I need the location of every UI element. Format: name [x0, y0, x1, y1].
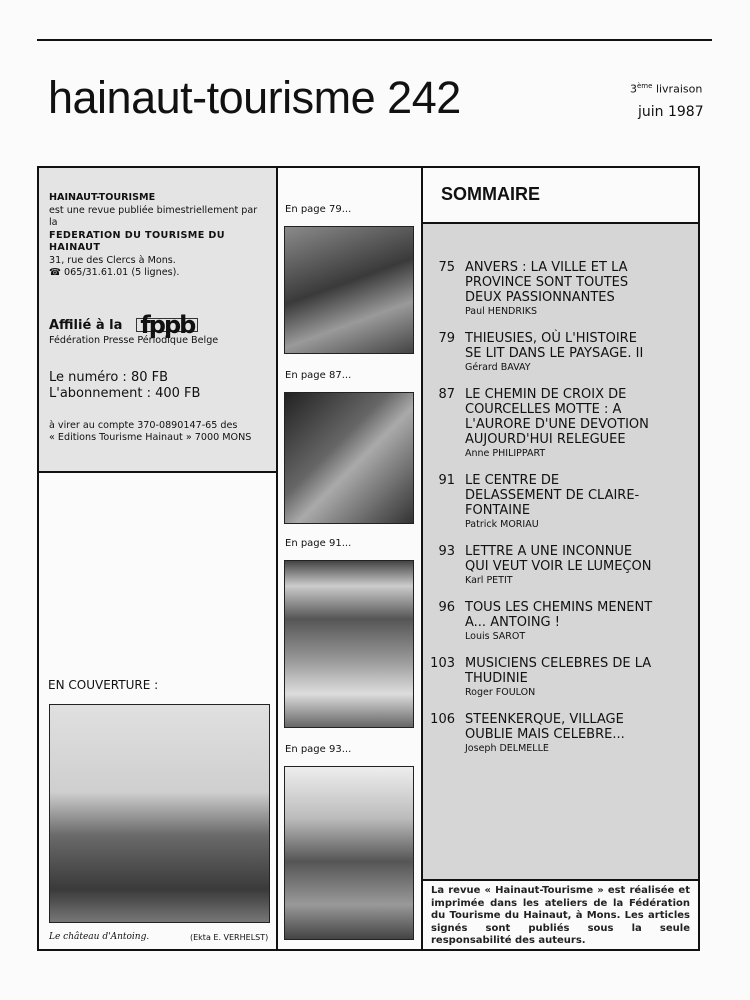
toc-entry: [423, 600, 698, 644]
divider: [421, 879, 700, 881]
toc-title: ANVERS : LA VILLE ET LA PROVINCE SONT TOUTES DEUX PASSIONNANTES: [465, 260, 629, 305]
photo-page-87: [284, 392, 414, 524]
toc-title: THIEUSIES, OÙ L'HISTOIRE SE LIT DANS LE PAYSAGE. II: [465, 331, 644, 361]
issue-sup: ème: [637, 82, 653, 90]
toc-entry: [423, 260, 698, 319]
toc-page-number: 79: [438, 331, 455, 346]
toc-author: Gérard BAVAY: [465, 362, 531, 373]
toc-title: LE CENTRE DE DELASSEMENT DE CLAIRE-FONTAINE: [465, 473, 640, 518]
toc-author: Roger FOULON: [465, 687, 536, 698]
cover-label: EN COUVERTURE :: [48, 678, 159, 692]
toc-entry: [423, 331, 698, 375]
account-line-1: à virer au compte 370-0890147-65 des: [49, 419, 238, 431]
issue-ordinal: 3: [630, 82, 637, 96]
toc-title: LETTRE A UNE INCONNUE QUI VEUT VOIR LE LUMEÇON: [465, 544, 652, 574]
toc-entry: [423, 387, 698, 461]
toc-entry: [423, 473, 698, 532]
toc-author: Patrick MORIAU: [465, 519, 539, 530]
toc-page-number: 103: [430, 656, 455, 671]
page-label: En page 93...: [285, 744, 352, 755]
toc-page-number: 96: [438, 600, 455, 615]
account-line-2: « Editions Tourisme Hainaut » 7000 MONS: [49, 432, 252, 443]
info-phone: [49, 267, 266, 280]
price-subscription: L'abonnement : 400 FB: [49, 385, 201, 401]
toc-entry: [423, 544, 698, 588]
toc-title: MUSICIENS CELEBRES DE LA THUDINIE: [465, 656, 652, 686]
toc-entry: [423, 656, 698, 700]
magazine-title: hainaut-tourisme 242: [48, 72, 461, 123]
phone-icon: ☎: [49, 267, 61, 278]
info-federation: FEDERATION DU TOURISME DU HAINAUT: [49, 229, 225, 253]
toc-page-number: 93: [438, 544, 455, 559]
photo-page-93: [284, 766, 414, 940]
toc-author: Paul HENDRIKS: [465, 306, 538, 317]
toc-author: Joseph DELMELLE: [465, 743, 549, 754]
affil-name: Fédération Presse Périodique Belge: [49, 335, 219, 346]
toc-title: TOUS LES CHEMINS MENENT A... ANTOING !: [465, 600, 653, 630]
toc-page-number: 87: [438, 387, 455, 402]
fppb-logo: fppb: [136, 318, 198, 333]
photo-credit: (Ekta E. VERHELST): [190, 933, 269, 942]
publisher-note: La revue « Hainaut-Tourisme » est réalisée et imprimée dans les ateliers de la Fédération du Tourisme du Hainaut, à Mons. Les articles signés sont publiés sous la seule responsabilité des auteurs.: [431, 885, 690, 946]
cover-photo-chateau: [49, 704, 270, 923]
info-name: HAINAUT-TOURISME: [49, 192, 156, 203]
toc-author: Louis SAROT: [465, 631, 526, 642]
toc-page-number: 91: [438, 473, 455, 488]
info-address: 31, rue des Clercs à Mons.: [49, 254, 176, 266]
toc-author: Karl PETIT: [465, 575, 513, 586]
page-label: En page 79...: [285, 204, 352, 215]
toc-entry: [423, 712, 698, 756]
issue-word: livraison: [655, 82, 703, 96]
sommaire-heading: SOMMAIRE: [441, 184, 540, 204]
publisher-info: [39, 168, 276, 471]
photo-page-91: [284, 560, 414, 728]
divider: [276, 166, 278, 951]
issue-number: [630, 82, 702, 96]
toc-title: STEENKERQUE, VILLAGE OUBLIE MAIS CELEBRE...: [465, 712, 625, 742]
phone-number: 065/31.61.01 (5 lignes).: [64, 267, 180, 278]
info-desc: est une revue publiée bimestriellement par la: [49, 204, 258, 228]
issue-date: juin 1987: [638, 104, 704, 120]
photo-page-79: [284, 226, 414, 354]
table-of-contents: [423, 224, 698, 879]
top-rule: [37, 39, 712, 41]
toc-title: LE CHEMIN DE CROIX DE COURCELLES MOTTE : A L'AURORE D'UNE DEVOTION AUJOURD'HUI RELEGUEE: [465, 387, 649, 447]
toc-page-number: 106: [430, 712, 455, 727]
price-issue: Le numéro : 80 FB: [49, 369, 169, 385]
toc-page-number: 75: [438, 260, 455, 275]
toc-author: Anne PHILIPPART: [465, 448, 546, 459]
page-label: En page 91...: [285, 538, 352, 549]
divider: [37, 471, 277, 473]
affiliation: [49, 310, 266, 339]
affil-label: Affilié à la: [49, 317, 123, 333]
cover-caption: Le château d'Antoing.: [49, 932, 150, 942]
page-label: En page 87...: [285, 370, 352, 381]
